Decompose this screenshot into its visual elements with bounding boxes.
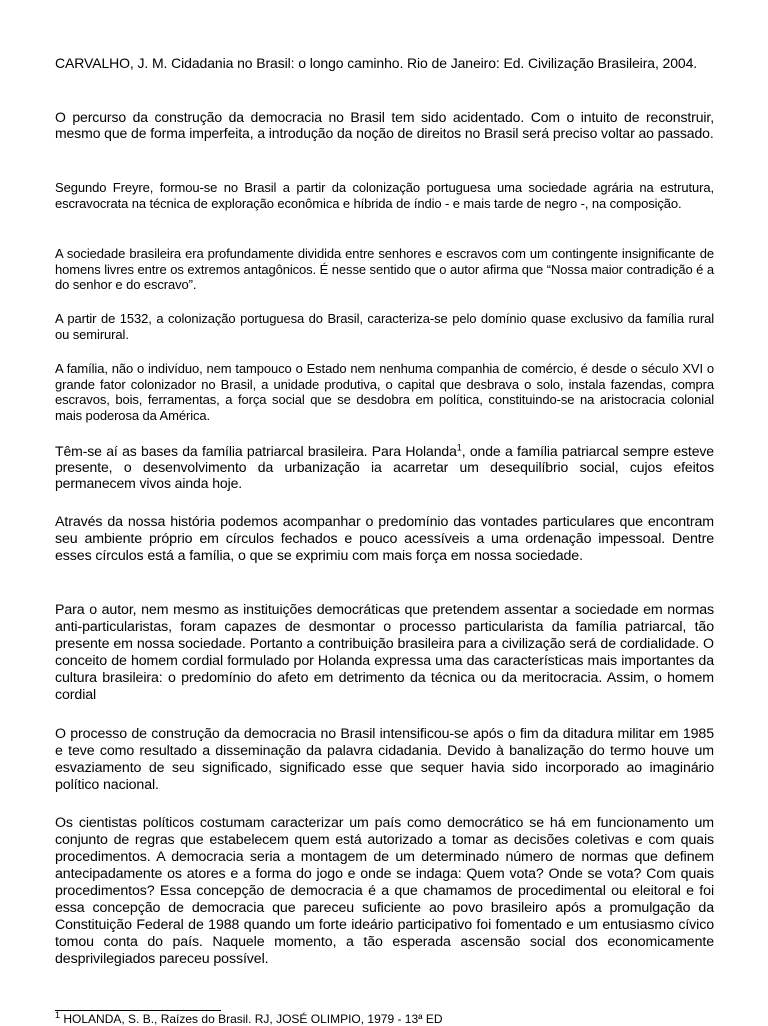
paragraph: Para o autor, nem mesmo as instituições democráticas que pretendem assentar a sociedade em normas anti-particularistas, foram capazes de desmontar o processo particularista da família patriarcal, tão presente em nossa sociedade. Portanto a contribuição brasileira para a civilização será de cordialidade. O conceito de homem cordial formulado por Holanda expressa uma das características mais importantes da cultura brasileira: o predomínio do afeto em detrimento da técnica ou da meritocracia. Assim, o homem cordial: [55, 602, 714, 703]
paragraph: O percurso da construção da democracia no Brasil tem sido acidentado. Com o intuito de reconstruir, mesmo que de forma imperfeita, a introdução da noção de direitos no Brasil será preciso voltar ao passado.: [55, 109, 714, 141]
paragraph: [55, 443, 714, 491]
paragraph: A família, não o indivíduo, nem tampouco o Estado nem nenhuma companhia de comércio, é desde o século XVI o grande fator colonizador no Brasil, a unidade produtiva, o capital que desbrava o solo, instala fazendas, compra escravos, bois, ferramentas, a força social que se desdobra em política, constituindo-se na aristocracia colonial mais poderosa da América.: [55, 361, 714, 423]
paragraph: A sociedade brasileira era profundamente dividida entre senhores e escravos com um contingente insignificante de homens livres entre os extremos antagônicos. É nesse sentido que o autor afirma que “Nossa maior contradição é a do senhor e do escravo”.: [55, 246, 714, 292]
paragraph: Os cientistas políticos costumam caracterizar um país como democrático se há em funcionamento um conjunto de regras que estabelecem quem está autorizado a tomar as decisões coletivas e com quais procedimentos. A democracia seria a montagem de um determinado número de normas que definem antecipadamente os atores e a forma do jogo e onde se indaga: Quem vota? Onde se vota? Com quais procedimentos? Essa concepção de democracia é a que chamamos de procedimental ou eleitoral e foi essa concepção de democracia que pareceu suficiente ao povo brasileiro após a promulgação da Constituição Federal de 1988 quando um forte ideário participativo foi fomentado e um entusiasmo cívico tomou conta do país. Naquele momento, a tão esperada ascensão social dos economicamente desprivilegiados pareceu possível.: [55, 815, 714, 967]
citation: CARVALHO, J. M. Cidadania no Brasil: o longo caminho. Rio de Janeiro: Ed. Civilização Brasileira, 2004.: [55, 55, 698, 71]
footnote-mark: 1: [55, 1010, 61, 1020]
footnote-divider: [55, 1010, 221, 1011]
paragraph: O processo de construção da democracia no Brasil intensificou-se após o fim da ditadura militar em 1985 e teve como resultado a disseminação da palavra cidadania. Devido à banalização do termo houve um esvaziamento de seu significado, significado esse que sequer havia sido incorporado ao imaginário político nacional.: [55, 726, 714, 793]
paragraph: Através da nossa história podemos acompanhar o predomínio das vontades particulares que encontram seu ambiente próprio em círculos fechados e pouco acessíveis a uma ordenação impessoal. Dentre esses círculos está a família, o que se exprimiu com mais força em nossa sociedade.: [55, 514, 714, 564]
footnote-text: HOLANDA, S. B., Raízes do Brasil. RJ, JOSÉ OLIMPIO, 1979 - 13ª ED: [60, 1012, 443, 1026]
paragraph: Segundo Freyre, formou-se no Brasil a partir da colonização portuguesa uma sociedade agrária na estrutura, escravocrata na técnica de exploração econômica e híbrida de índio - e mais tarde de negro -, na composição.: [55, 180, 714, 211]
paragraph-text: , onde a família patriarcal sempre esteve presente, o desenvolvimento da urbanização ia acarretar um desequilíbrio social, cujos efeitos permanecem vivos ainda hoje.: [55, 443, 714, 491]
paragraph: A partir de 1532, a colonização portuguesa do Brasil, caracteriza-se pelo domínio quase exclusivo da família rural ou semirural.: [55, 311, 714, 342]
footnote-reference: 1: [456, 442, 462, 453]
paragraph-text: Têm-se aí as bases da família patriarcal brasileira. Para Holanda: [55, 443, 457, 459]
